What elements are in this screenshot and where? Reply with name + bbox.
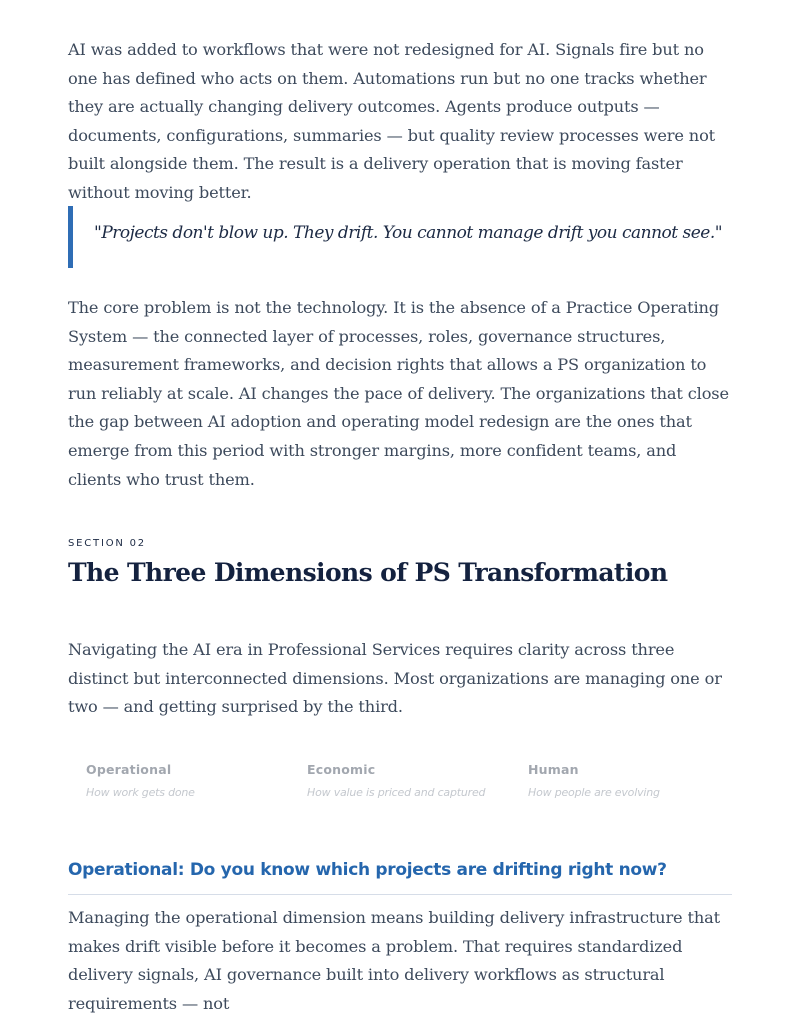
- intro-paragraph: AI was added to workflows that were not redesigned for AI. Signals fire but no one has defined who acts on them. Automations run but no one tracks whether they are actually changing delivery outcomes. Agents produce outputs — documents, configurations, summaries — but quality review processes were not built alongside them. The result is a delivery operation that is moving faster without moving better.: [68, 40, 716, 202]
- dimension-title: Operational: [86, 762, 172, 777]
- dimensions-tabs: [68, 762, 732, 812]
- divider: [68, 894, 732, 895]
- section-title: The Three Dimensions of PS Transformation: [68, 558, 668, 587]
- dimension-title: Human: [528, 762, 579, 777]
- dimension-subtitle: How work gets done: [86, 786, 195, 799]
- dimension-title: Economic: [307, 762, 376, 777]
- core-problem-paragraph: The core problem is not the technology. It is the absence of a Practice Operating System — the connected layer of processes, roles, governance structures, measurement frameworks, and decision rights that allows a PS organization to run reliably at scale. AI changes the pace of delivery. The organizations that close the gap between AI adoption and operating model redesign are the ones that emerge from this period with stronger margins, more confident teams, and clients who trust them.: [68, 298, 729, 489]
- pull-quote: [68, 206, 732, 268]
- dimension-subtitle: How people are evolving: [528, 786, 660, 799]
- dimension-operational[interactable]: [86, 762, 296, 799]
- dimension-subtitle: How value is priced and captured: [307, 786, 486, 799]
- section-eyebrow: SECTION 02: [68, 538, 146, 549]
- pull-quote-text: "Projects don't blow up. They drift. You cannot manage drift you cannot see.": [94, 223, 723, 243]
- operational-heading: Operational: Do you know which projects are drifting right now?: [68, 860, 667, 880]
- dimension-economic[interactable]: [307, 762, 517, 799]
- operational-paragraph: Managing the operational dimension means building delivery infrastructure that makes drift visible before it becomes a problem. That requires standardized delivery signals, AI governance built into delivery workflows as structural requirements — not: [68, 908, 720, 1013]
- navigating-paragraph: Navigating the AI era in Professional Services requires clarity across three distinct but interconnected dimensions. Most organizations are managing one or two — and getting surprised by the third.: [68, 640, 722, 717]
- dimension-human[interactable]: [528, 762, 738, 799]
